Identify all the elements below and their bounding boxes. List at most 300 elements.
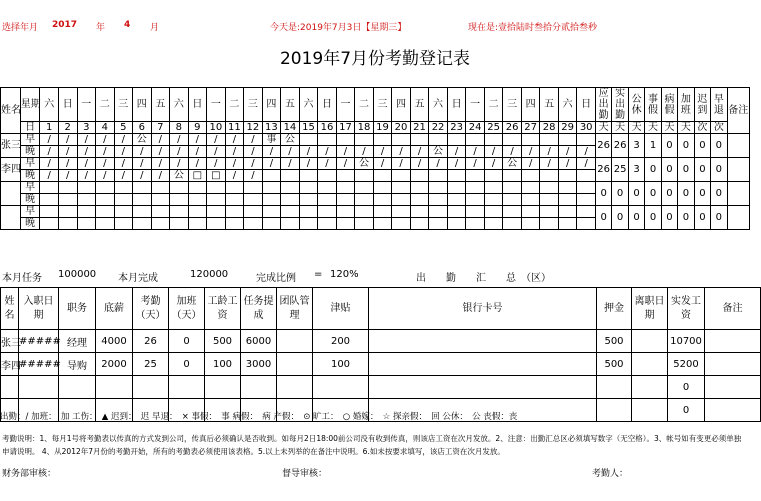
- attendance-mark[interactable]: 公: [133, 134, 152, 146]
- attendance-mark[interactable]: [429, 170, 448, 182]
- attendance-mark[interactable]: /: [558, 158, 577, 170]
- attendance-mark[interactable]: [151, 194, 170, 206]
- attendance-mark[interactable]: [521, 134, 540, 146]
- payroll-cell[interactable]: 5200: [668, 353, 705, 376]
- payroll-cell[interactable]: [632, 330, 668, 353]
- attendance-mark[interactable]: /: [96, 146, 115, 158]
- attendance-mark[interactable]: [558, 170, 577, 182]
- attendance-mark[interactable]: [299, 206, 318, 218]
- payroll-cell[interactable]: [369, 376, 597, 399]
- attendance-mark[interactable]: [540, 170, 559, 182]
- attendance-mark[interactable]: [503, 134, 522, 146]
- payroll-cell[interactable]: 500: [597, 330, 632, 353]
- attendance-mark[interactable]: [410, 218, 429, 230]
- attendance-mark[interactable]: □: [207, 170, 226, 182]
- attendance-mark[interactable]: /: [170, 158, 189, 170]
- note-cell[interactable]: [727, 182, 749, 206]
- payroll-cell[interactable]: [277, 330, 313, 353]
- attendance-mark[interactable]: /: [58, 170, 77, 182]
- done-label: 本月完成: [118, 273, 158, 284]
- attendance-mark[interactable]: /: [114, 146, 133, 158]
- attendance-mark[interactable]: [410, 182, 429, 194]
- payroll-cell[interactable]: 10700: [668, 330, 705, 353]
- attendance-mark[interactable]: [133, 182, 152, 194]
- attendance-mark[interactable]: /: [503, 146, 522, 158]
- attendance-mark[interactable]: [429, 194, 448, 206]
- attendance-mark[interactable]: [447, 218, 466, 230]
- attendance-mark[interactable]: /: [299, 146, 318, 158]
- attendance-mark[interactable]: /: [225, 170, 244, 182]
- attendance-mark[interactable]: [429, 206, 448, 218]
- attendance-mark[interactable]: /: [188, 158, 207, 170]
- attendance-mark[interactable]: /: [151, 158, 170, 170]
- attendance-mark[interactable]: [225, 182, 244, 194]
- month-value[interactable]: 4: [124, 20, 131, 30]
- attendance-mark[interactable]: [77, 218, 96, 230]
- attendance-mark[interactable]: [170, 218, 189, 230]
- attendance-mark[interactable]: [299, 134, 318, 146]
- attendance-mark[interactable]: [170, 206, 189, 218]
- payroll-cell[interactable]: [133, 376, 169, 399]
- attendance-mark[interactable]: [558, 218, 577, 230]
- attendance-mark[interactable]: /: [540, 158, 559, 170]
- attendance-mark[interactable]: [336, 182, 355, 194]
- attendance-mark[interactable]: /: [77, 134, 96, 146]
- attendance-mark[interactable]: [318, 182, 337, 194]
- note-cell[interactable]: [727, 134, 749, 158]
- attendance-mark[interactable]: /: [577, 146, 596, 158]
- attendance-mark[interactable]: [96, 182, 115, 194]
- payroll-cell[interactable]: [59, 376, 96, 399]
- attendance-mark[interactable]: [392, 218, 411, 230]
- attendance-mark[interactable]: [373, 134, 392, 146]
- attendance-mark[interactable]: /: [58, 146, 77, 158]
- attendance-mark[interactable]: [484, 182, 503, 194]
- attendance-mark[interactable]: /: [170, 134, 189, 146]
- attendance-mark[interactable]: [58, 218, 77, 230]
- attendance-mark[interactable]: /: [114, 134, 133, 146]
- payroll-cell[interactable]: 26: [133, 330, 169, 353]
- payroll-cell[interactable]: [705, 330, 761, 353]
- attendance-mark[interactable]: [392, 134, 411, 146]
- attendance-mark[interactable]: [447, 170, 466, 182]
- attendance-mark[interactable]: /: [410, 146, 429, 158]
- payroll-cell[interactable]: 0: [668, 376, 705, 399]
- attendance-mark[interactable]: /: [244, 134, 263, 146]
- attendance-mark[interactable]: [262, 206, 281, 218]
- attendance-mark[interactable]: /: [133, 146, 152, 158]
- payroll-cell[interactable]: [205, 376, 241, 399]
- payroll-cell[interactable]: 100: [205, 353, 241, 376]
- attendance-mark[interactable]: [540, 134, 559, 146]
- attendance-mark[interactable]: /: [521, 146, 540, 158]
- attendance-mark[interactable]: /: [244, 146, 263, 158]
- attendance-mark[interactable]: /: [447, 158, 466, 170]
- attendance-mark[interactable]: 公: [355, 158, 374, 170]
- attendance-mark[interactable]: /: [410, 158, 429, 170]
- attendance-mark[interactable]: /: [58, 134, 77, 146]
- attendance-mark[interactable]: /: [225, 146, 244, 158]
- attendance-mark[interactable]: [577, 170, 596, 182]
- attendance-mark[interactable]: [373, 206, 392, 218]
- attendance-mark[interactable]: [373, 170, 392, 182]
- attendance-mark[interactable]: [299, 218, 318, 230]
- attendance-mark[interactable]: [114, 182, 133, 194]
- attendance-mark[interactable]: [521, 182, 540, 194]
- attendance-mark[interactable]: /: [96, 158, 115, 170]
- attendance-mark[interactable]: [58, 194, 77, 206]
- attendance-mark[interactable]: 公: [281, 134, 300, 146]
- payroll-cell[interactable]: [705, 353, 761, 376]
- attendance-mark[interactable]: /: [318, 158, 337, 170]
- attendance-mark[interactable]: [447, 134, 466, 146]
- attendance-mark[interactable]: /: [151, 146, 170, 158]
- attendance-mark[interactable]: 公: [170, 170, 189, 182]
- attendance-mark[interactable]: [484, 194, 503, 206]
- payroll-cell[interactable]: [1, 376, 19, 399]
- attendance-mark[interactable]: /: [318, 146, 337, 158]
- attendance-mark[interactable]: [225, 206, 244, 218]
- payroll-cell[interactable]: [597, 376, 632, 399]
- attendance-mark[interactable]: /: [188, 134, 207, 146]
- attendance-mark[interactable]: [114, 218, 133, 230]
- attendance-mark[interactable]: [577, 206, 596, 218]
- attendance-mark[interactable]: /: [281, 158, 300, 170]
- attendance-mark[interactable]: [503, 206, 522, 218]
- attendance-mark[interactable]: [447, 206, 466, 218]
- attendance-mark[interactable]: [355, 194, 374, 206]
- attendance-mark[interactable]: [151, 182, 170, 194]
- attendance-mark[interactable]: [355, 170, 374, 182]
- attendance-mark[interactable]: [521, 218, 540, 230]
- attendance-mark[interactable]: [521, 206, 540, 218]
- attendance-mark[interactable]: [466, 134, 485, 146]
- attendance-mark[interactable]: [170, 194, 189, 206]
- attendance-mark[interactable]: /: [558, 146, 577, 158]
- attendance-mark[interactable]: [244, 206, 263, 218]
- payroll-cell[interactable]: [241, 376, 277, 399]
- attendance-mark[interactable]: /: [429, 158, 448, 170]
- attendance-mark[interactable]: /: [58, 158, 77, 170]
- attendance-mark[interactable]: [318, 170, 337, 182]
- attendance-mark[interactable]: [466, 182, 485, 194]
- payroll-cell[interactable]: [632, 353, 668, 376]
- note-cell[interactable]: [727, 158, 749, 182]
- attendance-mark[interactable]: [336, 218, 355, 230]
- attendance-mark[interactable]: [558, 194, 577, 206]
- attendance-mark[interactable]: [188, 182, 207, 194]
- attendance-mark[interactable]: /: [484, 158, 503, 170]
- attendance-mark[interactable]: [281, 170, 300, 182]
- attendance-mark[interactable]: /: [170, 146, 189, 158]
- attendance-mark[interactable]: [77, 194, 96, 206]
- attendance-mark[interactable]: [96, 194, 115, 206]
- attendance-mark[interactable]: /: [521, 158, 540, 170]
- attendance-mark[interactable]: [540, 182, 559, 194]
- attendance-mark[interactable]: [318, 194, 337, 206]
- attendance-mark[interactable]: [336, 194, 355, 206]
- attendance-mark[interactable]: [521, 194, 540, 206]
- attendance-mark[interactable]: /: [207, 134, 226, 146]
- attendance-mark[interactable]: /: [262, 158, 281, 170]
- attendance-mark[interactable]: [151, 206, 170, 218]
- attendance-mark[interactable]: [188, 218, 207, 230]
- attendance-mark[interactable]: /: [373, 146, 392, 158]
- payroll-cell[interactable]: 2000: [96, 353, 133, 376]
- attendance-mark[interactable]: [392, 182, 411, 194]
- attendance-mark[interactable]: /: [466, 146, 485, 158]
- attendance-mark[interactable]: [96, 206, 115, 218]
- attendance-mark[interactable]: /: [207, 146, 226, 158]
- attendance-mark[interactable]: /: [244, 170, 263, 182]
- payroll-cell[interactable]: [277, 353, 313, 376]
- attendance-mark[interactable]: [577, 218, 596, 230]
- attendance-mark[interactable]: [558, 182, 577, 194]
- attendance-mark[interactable]: [114, 206, 133, 218]
- attendance-mark[interactable]: /: [151, 170, 170, 182]
- attendance-mark[interactable]: /: [281, 146, 300, 158]
- attendance-mark[interactable]: [318, 206, 337, 218]
- payroll-cell[interactable]: [19, 376, 59, 399]
- payroll-cell[interactable]: [313, 376, 369, 399]
- payroll-cell[interactable]: 0: [668, 399, 705, 422]
- attendance-mark[interactable]: [577, 134, 596, 146]
- attendance-mark[interactable]: [392, 194, 411, 206]
- attendance-mark[interactable]: [466, 206, 485, 218]
- payroll-cell[interactable]: 3000: [241, 353, 277, 376]
- attendance-mark[interactable]: /: [40, 134, 59, 146]
- attendance-mark[interactable]: [373, 218, 392, 230]
- attendance-mark[interactable]: /: [373, 158, 392, 170]
- payroll-row: [1, 353, 761, 376]
- attendance-mark[interactable]: [262, 182, 281, 194]
- attendance-mark[interactable]: [133, 206, 152, 218]
- attendance-mark[interactable]: [281, 194, 300, 206]
- attendance-mark[interactable]: [447, 194, 466, 206]
- payroll-cell[interactable]: 张三: [1, 330, 19, 353]
- attendance-mark[interactable]: [77, 206, 96, 218]
- attendance-mark[interactable]: [96, 218, 115, 230]
- attendance-mark[interactable]: [392, 170, 411, 182]
- attendance-mark[interactable]: [429, 218, 448, 230]
- attendance-mark[interactable]: /: [151, 134, 170, 146]
- attendance-mark[interactable]: [40, 194, 59, 206]
- attendance-mark[interactable]: [170, 182, 189, 194]
- weekday-cell: 五: [151, 88, 170, 122]
- attendance-mark[interactable]: [281, 218, 300, 230]
- payroll-cell[interactable]: [96, 376, 133, 399]
- attendance-mark[interactable]: /: [77, 158, 96, 170]
- attendance-mark[interactable]: [558, 206, 577, 218]
- attendance-mark[interactable]: [373, 194, 392, 206]
- summary-value: 0: [711, 158, 727, 182]
- payroll-cell[interactable]: 0: [169, 353, 205, 376]
- attendance-mark[interactable]: /: [96, 134, 115, 146]
- attendance-mark[interactable]: /: [114, 170, 133, 182]
- payroll-row: [1, 376, 761, 399]
- payroll-cell[interactable]: #####: [19, 353, 59, 376]
- attendance-mark[interactable]: /: [207, 158, 226, 170]
- attendance-mark[interactable]: [484, 218, 503, 230]
- attendance-mark[interactable]: [540, 194, 559, 206]
- attendance-mark[interactable]: [58, 206, 77, 218]
- attendance-mark[interactable]: /: [484, 146, 503, 158]
- attendance-mark[interactable]: [429, 134, 448, 146]
- supervisor-signature: 督导审核：: [282, 469, 328, 479]
- payroll-cell[interactable]: [632, 376, 668, 399]
- payroll-cell[interactable]: [369, 353, 597, 376]
- attendance-mark[interactable]: /: [40, 158, 59, 170]
- attendance-mark[interactable]: [577, 182, 596, 194]
- attendance-mark[interactable]: [503, 182, 522, 194]
- attendance-mark[interactable]: [503, 218, 522, 230]
- attendance-mark[interactable]: [244, 194, 263, 206]
- attendance-mark[interactable]: [40, 182, 59, 194]
- attendance-mark[interactable]: [281, 206, 300, 218]
- attendance-mark[interactable]: /: [225, 134, 244, 146]
- attendance-mark[interactable]: [410, 170, 429, 182]
- attendance-mark[interactable]: [207, 182, 226, 194]
- weekday-cell: 六: [170, 88, 189, 122]
- attendance-mark[interactable]: /: [336, 158, 355, 170]
- attendance-mark[interactable]: [503, 194, 522, 206]
- attendance-mark[interactable]: /: [77, 146, 96, 158]
- attendance-mark[interactable]: [336, 134, 355, 146]
- attendance-mark[interactable]: [540, 206, 559, 218]
- attendance-mark[interactable]: [133, 218, 152, 230]
- attendance-mark[interactable]: [225, 218, 244, 230]
- payroll-cell[interactable]: 100: [313, 353, 369, 376]
- attendance-mark[interactable]: [410, 206, 429, 218]
- attendance-mark[interactable]: [225, 194, 244, 206]
- attendance-mark[interactable]: /: [96, 170, 115, 182]
- attendance-mark[interactable]: /: [299, 158, 318, 170]
- attendance-mark[interactable]: [318, 134, 337, 146]
- payroll-cell[interactable]: 500: [597, 353, 632, 376]
- attendance-mark[interactable]: /: [336, 146, 355, 158]
- attendance-mark[interactable]: [466, 170, 485, 182]
- payroll-cell[interactable]: 4000: [96, 330, 133, 353]
- attendance-mark[interactable]: [336, 170, 355, 182]
- attendance-mark[interactable]: /: [225, 158, 244, 170]
- attendance-mark[interactable]: [244, 218, 263, 230]
- attendance-mark[interactable]: [40, 218, 59, 230]
- attendance-mark[interactable]: 事: [262, 134, 281, 146]
- attendance-mark[interactable]: [299, 194, 318, 206]
- attendance-mark[interactable]: /: [188, 146, 207, 158]
- payroll-cell[interactable]: #####: [19, 330, 59, 353]
- attendance-mark[interactable]: [355, 218, 374, 230]
- attendance-mark[interactable]: [466, 194, 485, 206]
- attendance-mark[interactable]: /: [392, 146, 411, 158]
- payroll-cell[interactable]: 李四: [1, 353, 19, 376]
- attendance-mark[interactable]: [410, 134, 429, 146]
- attendance-mark[interactable]: [207, 206, 226, 218]
- attendance-mark[interactable]: [58, 182, 77, 194]
- attendance-mark[interactable]: [447, 182, 466, 194]
- attendance-mark[interactable]: [244, 182, 263, 194]
- attendance-mark[interactable]: [336, 206, 355, 218]
- attendance-mark[interactable]: [262, 194, 281, 206]
- attendance-mark[interactable]: 公: [503, 158, 522, 170]
- attendance-mark[interactable]: [466, 218, 485, 230]
- attendance-mark[interactable]: [262, 170, 281, 182]
- attendance-mark[interactable]: [207, 194, 226, 206]
- attendance-mark[interactable]: /: [577, 158, 596, 170]
- attendance-mark[interactable]: [392, 206, 411, 218]
- attendance-mark[interactable]: [299, 182, 318, 194]
- attendance-mark[interactable]: [281, 182, 300, 194]
- attendance-mark[interactable]: [299, 170, 318, 182]
- attendance-mark[interactable]: /: [392, 158, 411, 170]
- payroll-cell[interactable]: 导购: [59, 353, 96, 376]
- attendance-row: [1, 134, 750, 146]
- attendance-mark[interactable]: [429, 182, 448, 194]
- attendance-mark[interactable]: [540, 218, 559, 230]
- attendance-mark[interactable]: /: [114, 158, 133, 170]
- attendance-mark[interactable]: [577, 194, 596, 206]
- attendance-mark[interactable]: [77, 182, 96, 194]
- attendance-mark[interactable]: [521, 170, 540, 182]
- attendance-mark[interactable]: /: [40, 146, 59, 158]
- payroll-cell[interactable]: [277, 376, 313, 399]
- note-cell[interactable]: [727, 206, 749, 230]
- attendance-mark[interactable]: [484, 206, 503, 218]
- attendance-mark[interactable]: /: [40, 170, 59, 182]
- attendance-mark[interactable]: /: [540, 146, 559, 158]
- attendance-mark[interactable]: [133, 194, 152, 206]
- attendance-mark[interactable]: [262, 218, 281, 230]
- attendance-mark[interactable]: [151, 218, 170, 230]
- attendance-mark[interactable]: [355, 182, 374, 194]
- attendance-mark[interactable]: [558, 134, 577, 146]
- attendance-mark[interactable]: [114, 194, 133, 206]
- year-value[interactable]: 2017: [52, 20, 78, 30]
- attendance-mark[interactable]: 公: [429, 146, 448, 158]
- attendance-mark[interactable]: [373, 182, 392, 194]
- payroll-cell[interactable]: 0: [169, 330, 205, 353]
- attendance-mark[interactable]: /: [133, 170, 152, 182]
- attendance-mark[interactable]: [410, 194, 429, 206]
- payroll-cell[interactable]: 200: [313, 330, 369, 353]
- attendance-mark[interactable]: /: [262, 146, 281, 158]
- payroll-cell[interactable]: [705, 376, 761, 399]
- attendance-mark[interactable]: /: [466, 158, 485, 170]
- attendance-mark[interactable]: [484, 134, 503, 146]
- attendance-mark[interactable]: /: [77, 170, 96, 182]
- attendance-mark[interactable]: [484, 170, 503, 182]
- attendance-mark[interactable]: [318, 218, 337, 230]
- attendance-mark[interactable]: □: [188, 170, 207, 182]
- attendance-mark[interactable]: /: [133, 158, 152, 170]
- attendance-mark[interactable]: [355, 206, 374, 218]
- attendance-mark[interactable]: [188, 206, 207, 218]
- payroll-cell[interactable]: [369, 330, 597, 353]
- payroll-cell[interactable]: 经理: [59, 330, 96, 353]
- payroll-cell[interactable]: 500: [205, 330, 241, 353]
- attendance-mark[interactable]: [503, 170, 522, 182]
- attendance-mark[interactable]: [207, 218, 226, 230]
- attendance-mark[interactable]: [355, 134, 374, 146]
- attendance-mark[interactable]: [188, 194, 207, 206]
- payroll-cell[interactable]: 6000: [241, 330, 277, 353]
- attendance-mark[interactable]: /: [355, 146, 374, 158]
- payroll-cell[interactable]: 25: [133, 353, 169, 376]
- attendance-mark[interactable]: [40, 206, 59, 218]
- payroll-cell[interactable]: [169, 376, 205, 399]
- attendance-mark[interactable]: /: [244, 158, 263, 170]
- attendance-mark[interactable]: /: [447, 146, 466, 158]
